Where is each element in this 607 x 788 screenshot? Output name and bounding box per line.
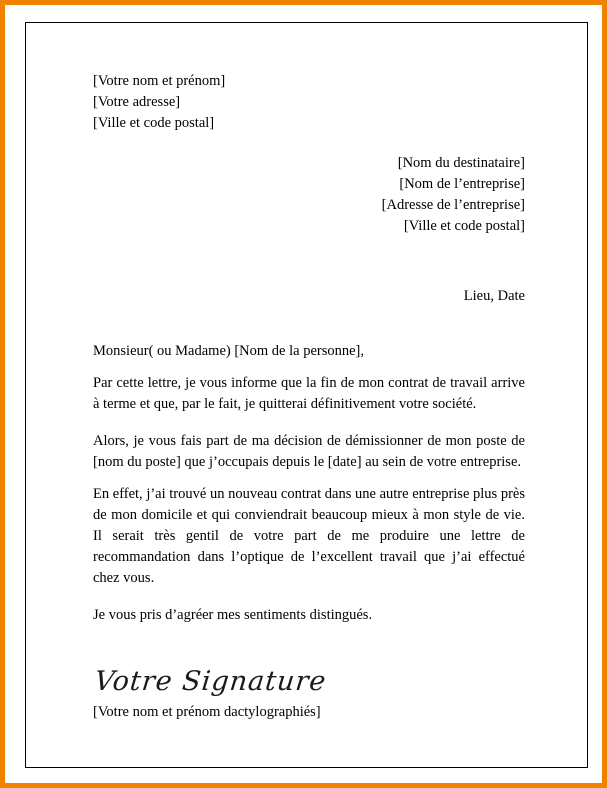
salutation-line: Monsieur( ou Madame) [Nom de la personne], — [93, 343, 364, 359]
recipient-company-line: [Nom de l’entreprise] — [399, 176, 525, 192]
body-paragraph-1: Par cette lettre, je vous informe que la fin de mon contrat de travail arrive à terme et que, par le fait, je quitterai définitivement votre société. — [93, 375, 525, 412]
handwritten-signature: Votre Signature — [93, 666, 328, 697]
letter-page — [25, 22, 588, 768]
sender-address-block — [93, 71, 525, 134]
closing-line: Je vous pris d’agréer mes sentiments distingués. — [93, 607, 373, 623]
recipient-address-block — [93, 153, 525, 237]
sender-name-line: [Votre nom et prénom] — [93, 73, 226, 89]
recipient-name-line: [Nom du destinataire] — [397, 155, 525, 171]
recipient-company-address-line: [Adresse de l’entreprise] — [381, 197, 525, 213]
sender-city-line: [Ville et code postal] — [93, 115, 215, 131]
recipient-city-line: [Ville et code postal] — [403, 218, 525, 234]
typed-name-line: [Votre nom et prénom dactylographiés] — [93, 704, 321, 720]
place-date-line: Lieu, Date — [463, 288, 525, 304]
body-paragraph-3: En effet, j’ai trouvé un nouveau contrat dans une autre entreprise plus près de mon domicile et qui conviendrait beaucoup mieux à mon style de vie. Il serait très gentil de votre part de me produire une lettre de recommandation dans l’optique de l’excellent travail que j’ai effectué chez vous. — [93, 486, 525, 586]
body-paragraph-2: Alors, je vous fais part de ma décision de démissionner de mon poste de [nom du poste] que j’occupais depuis le [date] au sein de votre entreprise. — [93, 433, 525, 470]
sender-address-line: [Votre adresse] — [93, 94, 181, 110]
